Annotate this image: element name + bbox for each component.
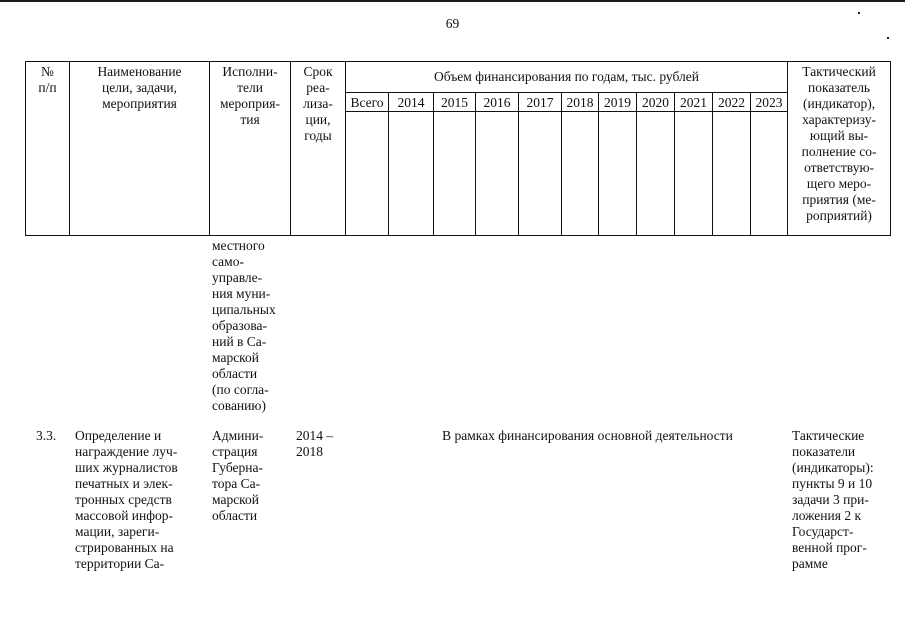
header-year: 2014	[389, 93, 434, 112]
header-total: Всего	[346, 93, 389, 112]
header-year: 2022	[713, 93, 751, 112]
header-year: 2015	[434, 93, 476, 112]
year-cell-blank	[434, 112, 476, 236]
year-cell-blank	[562, 112, 599, 236]
header-year: 2018	[562, 93, 599, 112]
header-year: 2021	[675, 93, 713, 112]
table-header	[25, 61, 891, 236]
year-cell-blank	[476, 112, 519, 236]
row-3-3-name: Определение и награждение луч- ших журналистов печатных и элек- тронных средств массовой инфор- мации, зареги- стрированных на территории Са-	[75, 428, 178, 571]
year-cell-blank	[751, 112, 788, 236]
header-indicator: Тактический показатель (индикатор), характеризу- ющий вы- полнение со- ответствую- щего меро- приятия (ме- роприятий)	[788, 62, 891, 236]
row-3-3-number: 3.3.	[36, 428, 57, 443]
row-3-3-indicator: Тактические показатели (индикаторы): пункты 9 и 10 задачи 3 при- ложения 2 к Государст- венной прог- рамме	[792, 428, 874, 571]
top-border-line	[0, 0, 905, 2]
row-3-3-term: 2014 – 2018	[296, 428, 334, 459]
header-year: 2017	[519, 93, 562, 112]
scan-speck	[887, 37, 889, 39]
row-3-3-executor: Админи- страция Губерна- тора Са- марской области	[212, 428, 264, 523]
year-cell-blank	[389, 112, 434, 236]
header-year: 2023	[751, 93, 788, 112]
header-num: № п/п	[26, 62, 70, 236]
year-cell-blank	[599, 112, 637, 236]
page-number: 69	[445, 16, 460, 31]
header-executor: Исполни- тели мероприя- тия	[210, 62, 291, 236]
year-cell-blank	[713, 112, 751, 236]
year-cell-blank	[519, 112, 562, 236]
header-funding: Объем финансирования по годам, тыс. рублей	[346, 62, 788, 93]
header-name: Наименование цели, задачи, мероприятия	[70, 62, 210, 236]
header-year: 2020	[637, 93, 675, 112]
header-year: 2016	[476, 93, 519, 112]
scan-speck	[858, 12, 860, 14]
header-year: 2019	[599, 93, 637, 112]
year-cell-blank	[675, 112, 713, 236]
row-3-3-funding: В рамках финансирования основной деятельности	[442, 428, 733, 443]
year-cell-blank	[637, 112, 675, 236]
year-cell-blank	[346, 112, 389, 236]
header-term: Срок реа- лиза- ции, годы	[291, 62, 346, 236]
continued-executor-text: местного само- управле- ния муни- ципальных образова- ний в Са- марской области (по согла- сованию)	[212, 238, 276, 413]
